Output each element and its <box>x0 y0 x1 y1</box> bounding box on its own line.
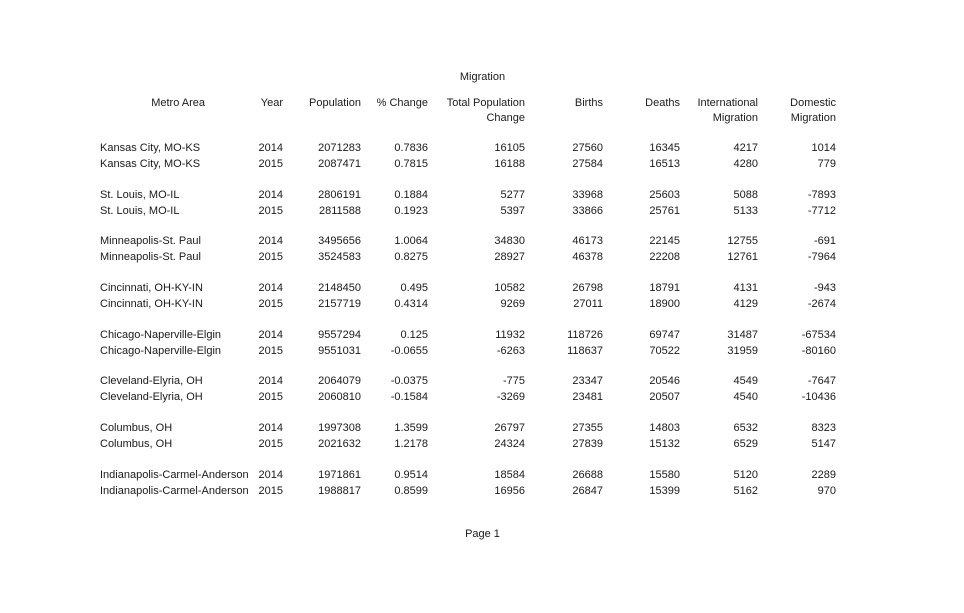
table-row <box>0 250 964 265</box>
cell-international-migration: 5133 <box>733 205 758 217</box>
cell-population: 9551031 <box>318 345 361 357</box>
cell-international-migration: 4131 <box>733 282 758 294</box>
cell-domestic-migration: 970 <box>817 485 836 497</box>
cell-international-migration: 31487 <box>727 329 758 341</box>
cell-year: 2015 <box>258 345 283 357</box>
cell-total-population-change: -6263 <box>496 345 525 357</box>
cell-metro-area: St. Louis, MO-IL <box>100 189 180 201</box>
cell-domestic-migration: -67534 <box>801 329 836 341</box>
cell-population: 3495656 <box>318 235 361 247</box>
cell-population: 9557294 <box>318 329 361 341</box>
cell-international-migration: 4280 <box>733 158 758 170</box>
migration-group-title: Migration <box>459 71 506 83</box>
cell-year: 2014 <box>258 469 283 481</box>
cell-metro-area: Cleveland-Elyria, OH <box>100 375 203 387</box>
cell-year: 2014 <box>258 282 283 294</box>
cell-deaths: 16345 <box>649 142 680 154</box>
cell-year: 2015 <box>258 438 283 450</box>
cell-pct-change: 1.3599 <box>394 422 428 434</box>
cell-pct-change: 0.8275 <box>394 251 428 263</box>
table-row <box>0 328 964 343</box>
cell-pct-change: 0.495 <box>400 282 428 294</box>
cell-domestic-migration: -7893 <box>807 189 836 201</box>
header-international-migration-line2: Migration <box>712 112 758 124</box>
cell-pct-change: 0.7836 <box>394 142 428 154</box>
cell-births: 23481 <box>572 391 603 403</box>
cell-metro-area: Minneapolis-St. Paul <box>100 251 201 263</box>
cell-deaths: 15580 <box>649 469 680 481</box>
cell-international-migration: 5120 <box>733 469 758 481</box>
header-total-population-change-line2: Change <box>486 112 525 124</box>
cell-total-population-change: 26797 <box>494 422 525 434</box>
cell-births: 27584 <box>572 158 603 170</box>
cell-total-population-change: 28927 <box>494 251 525 263</box>
cell-domestic-migration: 2289 <box>811 469 836 481</box>
cell-total-population-change: 16956 <box>494 485 525 497</box>
table-row <box>0 234 964 249</box>
cell-year: 2015 <box>258 298 283 310</box>
cell-pct-change: 0.125 <box>400 329 428 341</box>
cell-domestic-migration: 8323 <box>811 422 836 434</box>
cell-population: 2021632 <box>318 438 361 450</box>
cell-metro-area: Minneapolis-St. Paul <box>100 235 201 247</box>
cell-pct-change: 0.4314 <box>394 298 428 310</box>
cell-population: 2071283 <box>318 142 361 154</box>
cell-metro-area: Chicago-Naperville-Elgin <box>100 345 222 357</box>
header-births: Births <box>574 97 603 109</box>
cell-domestic-migration: -691 <box>813 235 836 247</box>
cell-deaths: 69747 <box>649 329 680 341</box>
cell-pct-change: 0.1923 <box>394 205 428 217</box>
cell-deaths: 22208 <box>649 251 680 263</box>
cell-international-migration: 5162 <box>733 485 758 497</box>
cell-total-population-change: 16188 <box>494 158 525 170</box>
cell-year: 2014 <box>258 329 283 341</box>
cell-total-population-change: 34830 <box>494 235 525 247</box>
cell-deaths: 18900 <box>649 298 680 310</box>
cell-international-migration: 31959 <box>727 345 758 357</box>
cell-deaths: 20546 <box>649 375 680 387</box>
cell-population: 1988817 <box>318 485 361 497</box>
cell-births: 33866 <box>572 205 603 217</box>
header-total-population-change-line1: Total Population <box>446 97 525 109</box>
cell-year: 2014 <box>258 189 283 201</box>
table-row <box>0 390 964 405</box>
cell-population: 1997308 <box>318 422 361 434</box>
cell-year: 2014 <box>258 235 283 247</box>
cell-pct-change: 1.0064 <box>394 235 428 247</box>
table-row <box>0 297 964 312</box>
cell-population: 2060810 <box>318 391 361 403</box>
cell-population: 1971861 <box>318 469 361 481</box>
cell-domestic-migration: 1014 <box>811 142 836 154</box>
cell-total-population-change: 11932 <box>495 329 525 341</box>
cell-metro-area: Cincinnati, OH-KY-IN <box>100 282 203 294</box>
cell-births: 26688 <box>572 469 603 481</box>
cell-total-population-change: -775 <box>502 375 525 387</box>
cell-total-population-change: 18584 <box>494 469 525 481</box>
cell-pct-change: 0.7815 <box>394 158 428 170</box>
table-row <box>0 468 964 483</box>
cell-births: 27839 <box>572 438 603 450</box>
cell-pct-change: -0.0375 <box>390 375 428 387</box>
cell-domestic-migration: 779 <box>817 158 836 170</box>
cell-population: 2064079 <box>318 375 361 387</box>
cell-population: 2157719 <box>318 298 361 310</box>
cell-domestic-migration: -10436 <box>801 391 836 403</box>
cell-population: 2087471 <box>318 158 361 170</box>
cell-population: 2148450 <box>318 282 361 294</box>
cell-pct-change: 0.9514 <box>394 469 428 481</box>
cell-births: 27560 <box>572 142 603 154</box>
cell-deaths: 18791 <box>649 282 680 294</box>
cell-metro-area: Columbus, OH <box>100 422 173 434</box>
page-number: Page 1 <box>465 528 500 540</box>
cell-year: 2014 <box>258 142 283 154</box>
cell-births: 46173 <box>572 235 603 247</box>
cell-deaths: 25761 <box>649 205 680 217</box>
cell-pct-change: 1.2178 <box>394 438 428 450</box>
cell-pct-change: -0.1584 <box>390 391 428 403</box>
cell-births: 26847 <box>572 485 603 497</box>
cell-year: 2015 <box>258 485 283 497</box>
cell-domestic-migration: -7712 <box>807 205 836 217</box>
cell-population: 2806191 <box>318 189 361 201</box>
cell-international-migration: 5088 <box>733 189 758 201</box>
cell-metro-area: Chicago-Naperville-Elgin <box>100 329 222 341</box>
cell-deaths: 15399 <box>649 485 680 497</box>
table-row <box>0 157 964 172</box>
cell-deaths: 16513 <box>649 158 680 170</box>
table-row <box>0 281 964 296</box>
table-row <box>0 204 964 219</box>
cell-metro-area: Indianapolis-Carmel-Anderson <box>100 485 249 497</box>
cell-total-population-change: 9269 <box>500 298 525 310</box>
cell-population: 3524583 <box>318 251 361 263</box>
cell-year: 2015 <box>258 251 283 263</box>
cell-deaths: 22145 <box>649 235 680 247</box>
header-international-migration-line1: International <box>697 97 758 109</box>
cell-domestic-migration: -2674 <box>807 298 836 310</box>
cell-international-migration: 12755 <box>727 235 758 247</box>
cell-domestic-migration: -7964 <box>807 251 836 263</box>
cell-international-migration: 6529 <box>733 438 758 450</box>
cell-international-migration: 4540 <box>733 391 758 403</box>
cell-year: 2015 <box>258 205 283 217</box>
cell-births: 27011 <box>573 298 603 310</box>
cell-domestic-migration: 5147 <box>811 438 836 450</box>
cell-total-population-change: 10582 <box>494 282 525 294</box>
cell-births: 33968 <box>572 189 603 201</box>
cell-births: 46378 <box>572 251 603 263</box>
cell-metro-area: Columbus, OH <box>100 438 173 450</box>
cell-metro-area: Kansas City, MO-KS <box>100 142 201 154</box>
cell-deaths: 14803 <box>649 422 680 434</box>
cell-international-migration: 4549 <box>733 375 758 387</box>
table-row <box>0 484 964 499</box>
header-international-migration <box>680 96 758 126</box>
cell-deaths: 15132 <box>649 438 680 450</box>
cell-year: 2015 <box>258 158 283 170</box>
table-row <box>0 188 964 203</box>
header-metro-area: Metro Area <box>151 97 205 109</box>
cell-international-migration: 4217 <box>733 142 758 154</box>
cell-pct-change: 0.8599 <box>394 485 428 497</box>
table-row <box>0 421 964 436</box>
cell-births: 23347 <box>572 375 603 387</box>
cell-births: 118637 <box>567 345 603 357</box>
cell-total-population-change: -3269 <box>496 391 525 403</box>
cell-metro-area: Cincinnati, OH-KY-IN <box>100 298 203 310</box>
cell-births: 118726 <box>567 329 603 341</box>
cell-total-population-change: 5397 <box>500 205 525 217</box>
table-row <box>0 141 964 156</box>
table-row <box>0 374 964 389</box>
table-row <box>0 344 964 359</box>
cell-domestic-migration: -7647 <box>807 375 836 387</box>
header-domestic-migration-line2: Migration <box>790 112 836 124</box>
cell-births: 26798 <box>572 282 603 294</box>
header-year: Year <box>260 97 283 109</box>
cell-metro-area: Cleveland-Elyria, OH <box>100 391 203 403</box>
header-pct-change: % Change <box>376 97 428 109</box>
header-domestic-migration-line1: Domestic <box>790 97 836 109</box>
cell-total-population-change: 24324 <box>494 438 525 450</box>
cell-population: 2811588 <box>318 205 361 217</box>
cell-total-population-change: 5277 <box>500 189 525 201</box>
cell-births: 27355 <box>572 422 603 434</box>
cell-international-migration: 4129 <box>733 298 758 310</box>
cell-international-migration: 12761 <box>727 251 758 263</box>
cell-metro-area: St. Louis, MO-IL <box>100 205 180 217</box>
cell-year: 2014 <box>258 375 283 387</box>
cell-deaths: 20507 <box>649 391 680 403</box>
cell-international-migration: 6532 <box>733 422 758 434</box>
header-domestic-migration <box>760 96 836 126</box>
cell-metro-area: Kansas City, MO-KS <box>100 158 201 170</box>
cell-pct-change: 0.1884 <box>394 189 428 201</box>
cell-year: 2014 <box>258 422 283 434</box>
cell-metro-area: Indianapolis-Carmel-Anderson <box>100 469 249 481</box>
header-deaths: Deaths <box>645 97 680 109</box>
cell-deaths: 25603 <box>649 189 680 201</box>
header-population: Population <box>309 97 361 109</box>
cell-domestic-migration: -80160 <box>801 345 836 357</box>
header-total-population-change <box>430 96 525 126</box>
cell-total-population-change: 16105 <box>494 142 525 154</box>
cell-domestic-migration: -943 <box>813 282 836 294</box>
table-row <box>0 437 964 452</box>
cell-deaths: 70522 <box>649 345 680 357</box>
cell-pct-change: -0.0655 <box>390 345 428 357</box>
cell-year: 2015 <box>258 391 283 403</box>
